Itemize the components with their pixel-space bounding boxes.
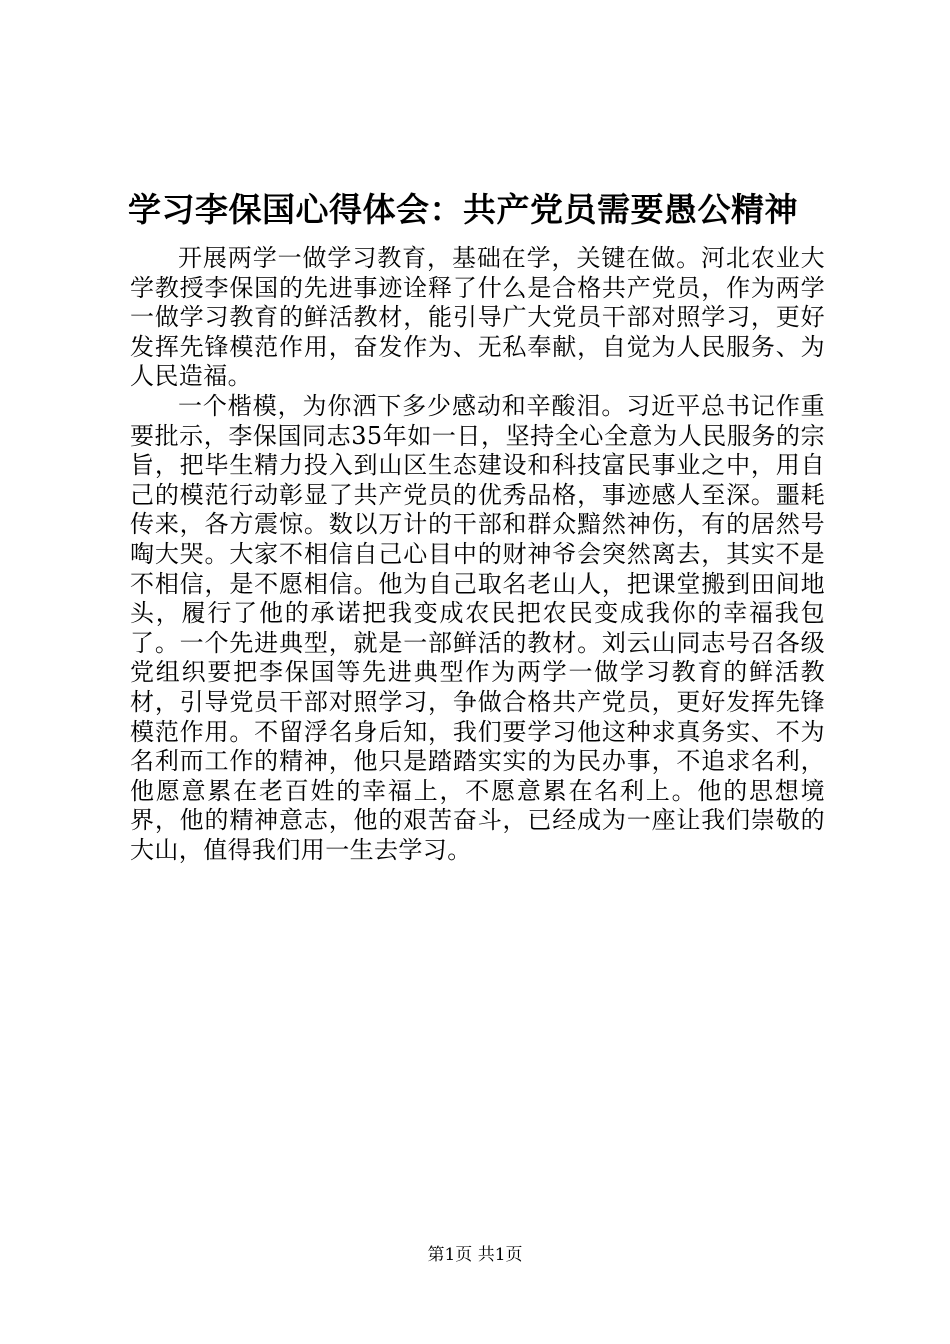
paragraph-1: 开展两学一做学习教育，基础在学，关键在做。河北农业大学教授李保国的先进事迹诠释了什么是合格共产党员，作为两学一做学习教育的鲜活教材，能引导广大党员干部对照学习，更好发挥先锋模范作用，奋发作为、无私奉献，自觉为人民服务、为人民造福。 xyxy=(130,244,825,391)
document-title: 学习李保国心得体会：共产党员需要愚公精神 xyxy=(128,190,798,229)
paragraph-2: 一个楷模，为你洒下多少感动和辛酸泪。习近平总书记作重要批示，李保国同志35年如一日，坚持全心全意为人民服务的宗旨，把毕生精力投入到山区生态建设和科技富民事业之中，用自己的模范行动彰显了共产党员的优秀品格，事迹感人至深。噩耗传来，各方震惊。数以万计的干部和群众黯然神伤，有的居然号啕大哭。大家不相信自己心目中的财神爷会突然离去，其实不是不相信，是不愿相信。他为自己取名老山人，把课堂搬到田间地头，履行了他的承诺把我变成农民把农民变成我你的幸福我包了。一个先进典型，就是一部鲜活的教材。刘云山同志号召各级党组织要把李保国等先进典型作为两学一做学习教育的鲜活教材，引导党员干部对照学习，争做合格共产党员，更好发挥先锋模范作用。不留浮名身后知，我们要学习他这种求真务实、不为名利而工作的精神，他只是踏踏实实的为民办事，不追求名利，他愿意累在老百姓的幸福上，不愿意累在名利上。他的思想境界，他的精神意志，他的艰苦奋斗，已经成为一座让我们崇敬的大山，值得我们用一生去学习。 xyxy=(130,391,825,864)
document-body xyxy=(130,244,825,865)
page-footer: 第1页 共1页 xyxy=(427,1245,523,1265)
